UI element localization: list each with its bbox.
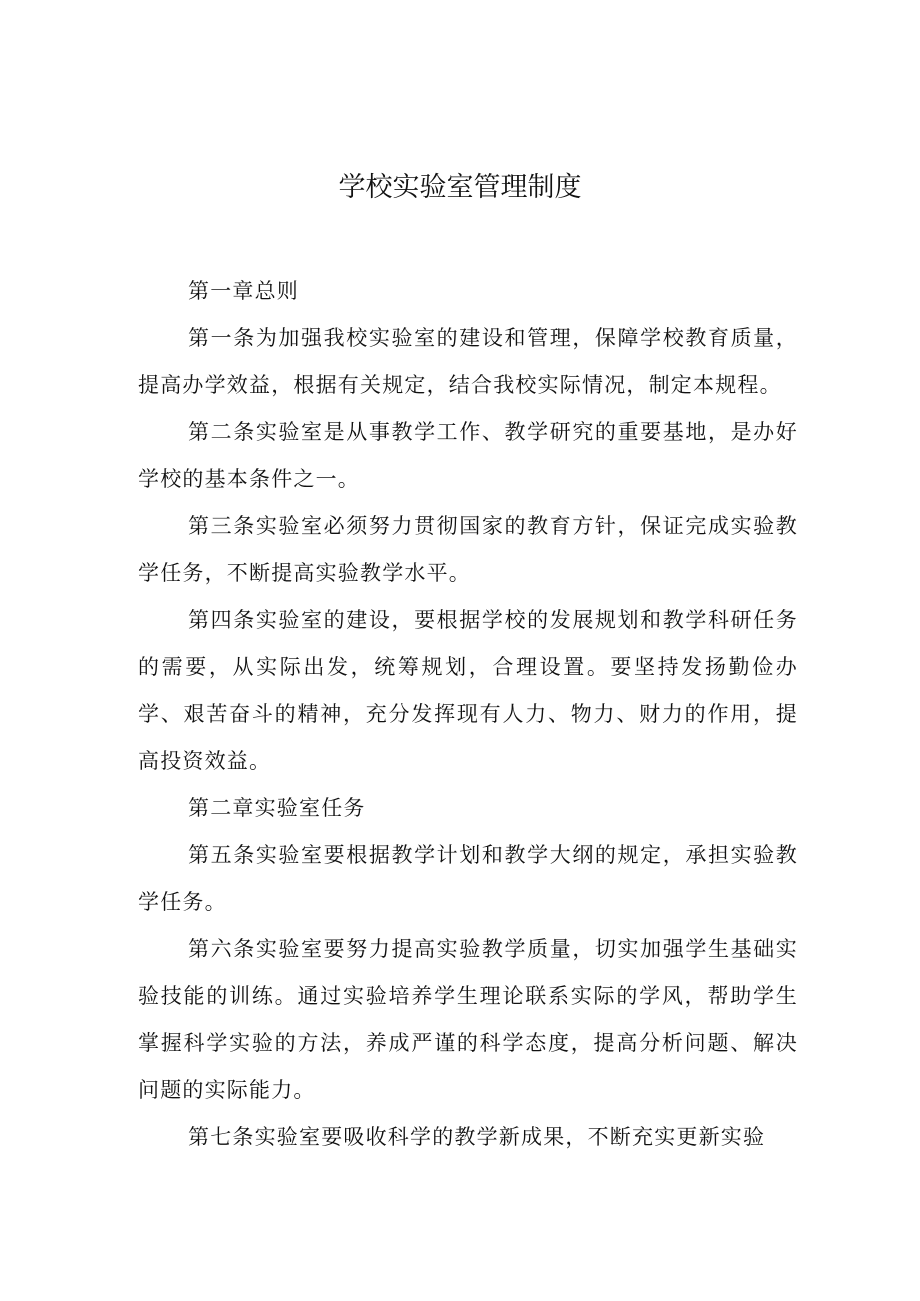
document-title: 学校实验室管理制度 (338, 172, 582, 203)
chapter-heading-2: 第二章实验室任务 (188, 796, 366, 820)
document-body (138, 268, 798, 1161)
article-3: 第三条实验室必须努力贯彻国家的教育方针，保证完成实验教学任务，不断提高实验教学水平。 (138, 514, 798, 585)
chapter-heading-1: 第一章总则 (188, 279, 299, 303)
article-6: 第六条实验室要努力提高实验教学质量，切实加强学生基础实验技能的训练。通过实验培养学生理论联系实际的学风，帮助学生掌握科学实验的方法，养成严谨的科学态度，提高分析问题、解决问题的实际能力。 (138, 937, 798, 1102)
article-4: 第四条实验室的建设，要根据学校的发展规划和教学科研任务的需要，从实际出发，统筹规划，合理设置。要坚持发扬勤俭办学、艰苦奋斗的精神，充分发挥现有人力、物力、财力的作用，提高投资效益。 (138, 608, 798, 773)
article-5: 第五条实验室要根据教学计划和教学大纲的规定，承担实验教学任务。 (138, 843, 798, 914)
article-1: 第一条为加强我校实验室的建设和管理，保障学校教育质量，提高办学效益，根据有关规定，结合我校实际情况，制定本规程。 (138, 326, 798, 397)
article-2: 第二条实验室是从事教学工作、教学研究的重要基地，是办好学校的基本条件之一。 (138, 420, 798, 491)
article-7: 第七条实验室要吸收科学的教学新成果，不断充实更新实验 (188, 1125, 766, 1149)
